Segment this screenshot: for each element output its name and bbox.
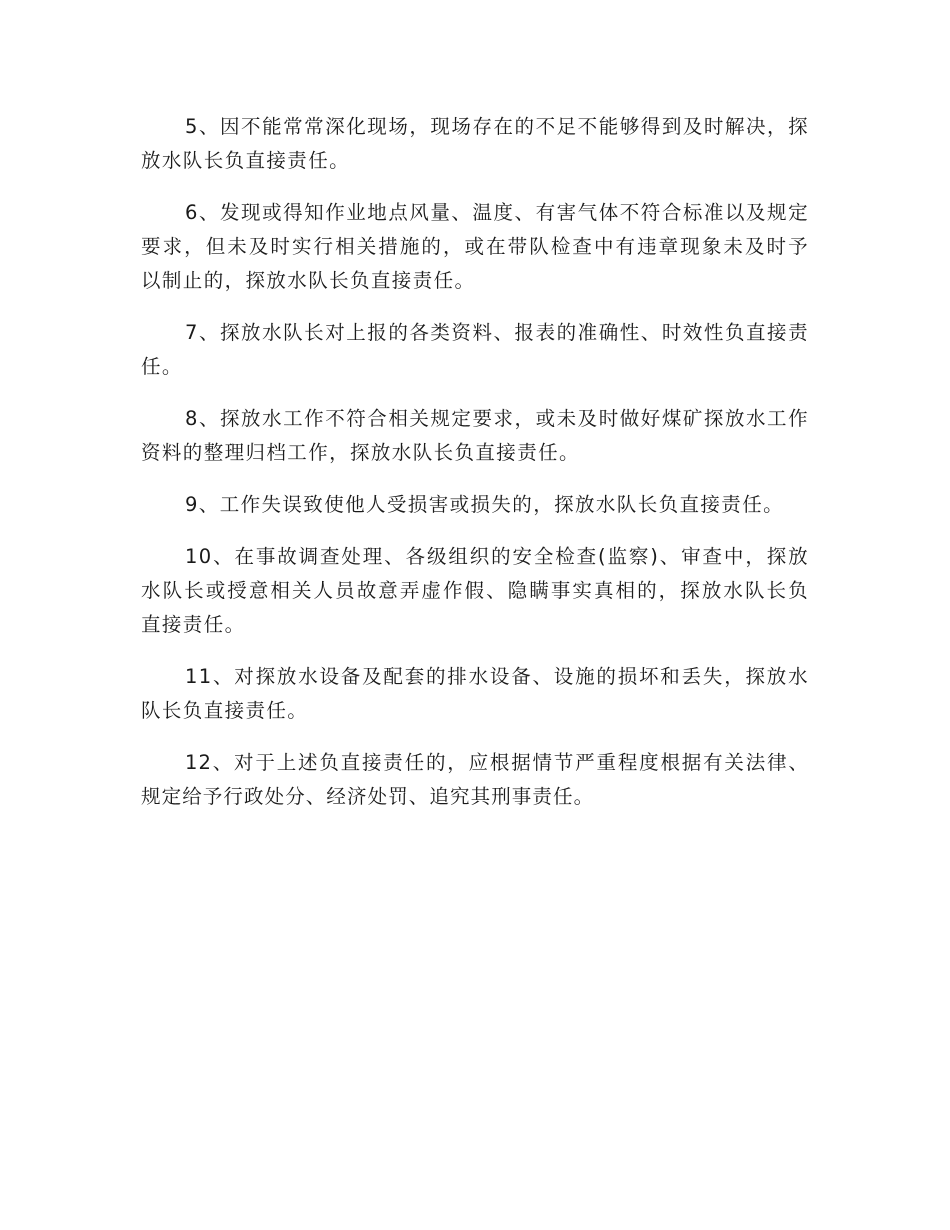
paragraph-6: 6、发现或得知作业地点风量、温度、有害气体不符合标准以及规定要求，但未及时实行相关措施的，或在带队检查中有违章现象未及时予以制止的，探放水队长负直接责任。	[141, 201, 809, 292]
paragraph-7: 7、探放水队长对上报的各类资料、报表的准确性、时效性负直接责任。	[141, 321, 809, 378]
paragraph-11: 11、对探放水设备及配套的排水设备、设施的损坏和丢失，探放水队长负直接责任。	[141, 665, 809, 722]
paragraph-5: 5、因不能常常深化现场，现场存在的不足不能够得到及时解决，探放水队长负直接责任。	[141, 115, 809, 172]
document-body	[141, 110, 809, 832]
paragraph-12: 12、对于上述负直接责任的，应根据情节严重程度根据有关法律、规定给予行政处分、经济处罚、追究其刑事责任。	[141, 751, 809, 808]
paragraph-9: 9、工作失误致使他人受损害或损失的，探放水队长负直接责任。	[185, 493, 785, 516]
paragraph-8: 8、探放水工作不符合相关规定要求，或未及时做好煤矿探放水工作资料的整理归档工作，探放水队长负直接责任。	[141, 407, 809, 464]
paragraph-10: 10、在事故调查处理、各级组织的安全检查(监察)、审查中，探放水队长或授意相关人员故意弄虚作假、隐瞒事实真相的，探放水队长负直接责任。	[141, 545, 809, 636]
